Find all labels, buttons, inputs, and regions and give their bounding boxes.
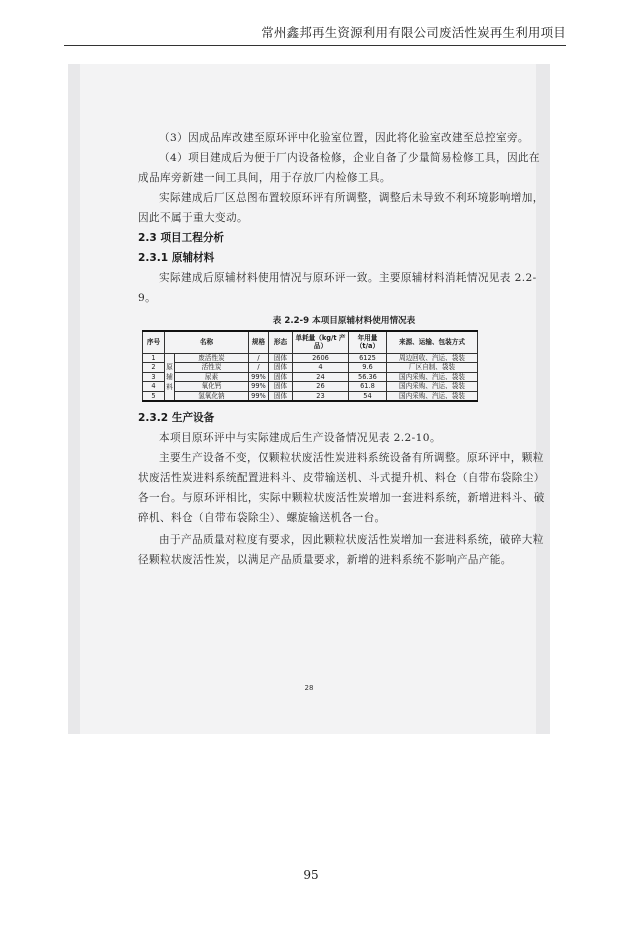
col-source: 来源、运输、包装方式 — [386, 331, 477, 353]
scanned-page — [68, 64, 550, 734]
table-row — [143, 372, 478, 382]
paragraph-materials-intro: 实际建成后原辅材料使用情况与原环评一致。主要原辅材料消耗情况见表 2.2-9。 — [138, 272, 537, 304]
col-name: 名称 — [165, 331, 249, 353]
paragraph-layout-adjustment: 实际建成后厂区总图布置较原环评有所调整，调整后未导致不利环境影响增加，因此不属于重大变动。 — [138, 192, 544, 224]
cell-spec: 99% — [248, 391, 268, 401]
cell-source: 国内采购、汽运、袋装 — [386, 382, 477, 392]
paragraph-equipment-intro: 本项目原环评中与实际建成后生产设备情况见表 2.2-10。 — [159, 431, 441, 444]
cell-annual: 6125 — [348, 353, 386, 363]
cell-unit-use: 2606 — [292, 353, 348, 363]
section-heading-2-3: 2.3 项目工程分析 — [138, 232, 225, 244]
cell-seq: 3 — [143, 372, 165, 382]
col-seq: 序号 — [143, 331, 165, 353]
col-unit-use: 单耗量（kg/t 产品） — [292, 331, 348, 353]
col-spec: 规格 — [248, 331, 268, 353]
header-title: 常州鑫邦再生资源利用有限公司废活性炭再生利用项目 — [261, 25, 566, 40]
cell-source: 厂区自制、袋装 — [386, 363, 477, 373]
cell-source: 国内采购、汽运、袋装 — [386, 372, 477, 382]
materials-table — [142, 330, 478, 402]
page-number: 95 — [303, 868, 319, 882]
table-row — [143, 391, 478, 401]
cell-source: 国内采购、汽运、袋装 — [386, 391, 477, 401]
paragraph-lab-relocation: （3）因成品库改建至原环评中化验室位置，因此将化验室改建至总控室旁。 — [159, 132, 529, 144]
cell-annual: 9.6 — [348, 363, 386, 373]
cell-form: 固体 — [268, 382, 292, 392]
cell-form: 固体 — [268, 372, 292, 382]
cell-spec: / — [248, 363, 268, 373]
cell-unit-use: 26 — [292, 382, 348, 392]
cell-name: 活性炭 — [175, 363, 249, 373]
table-row — [143, 353, 478, 363]
cell-annual: 56.36 — [348, 372, 386, 382]
cell-form: 固体 — [268, 363, 292, 373]
cell-annual: 61.8 — [348, 382, 386, 392]
cell-group-label: 原辅料 — [165, 353, 175, 401]
table-row — [143, 363, 478, 373]
section-heading-2-3-1: 2.3.1 原辅材料 — [138, 252, 215, 264]
cell-seq: 2 — [143, 363, 165, 373]
paragraph-feed-system: 由于产品质量对粒度有要求，因此颗粒状废活性炭增加一套进料系统，破碎大粒径颗粒状废活性炭，以满足产品质量要求，新增的进料系统不影响产品产能。 — [138, 533, 544, 566]
cell-form: 固体 — [268, 391, 292, 401]
col-form: 形态 — [268, 331, 292, 353]
cell-seq: 5 — [143, 391, 165, 401]
cell-spec: / — [248, 353, 268, 363]
table-row — [143, 382, 478, 392]
cell-annual: 54 — [348, 391, 386, 401]
cell-name: 氧化钙 — [175, 382, 249, 392]
cell-name: 尿素 — [175, 372, 249, 382]
paragraph-equipment-changes: 主要生产设备不变，仅颗粒状废活性炭进料系统设备有所调整。原环评中，颗粒状废活性炭进料系统配置进料斗、皮带输送机、斗式提升机、料仓（自带布袋除尘）各一台。与原环评相比，实际中颗粒状废活性炭增加一套进料系统，新增进料斗、破碎机、料仓（自带布袋除尘）、螺旋输送机各一台。 — [138, 451, 545, 524]
table-title: 表 2.2-9 本项目原辅材料使用情况表 — [272, 316, 416, 326]
cell-unit-use: 23 — [292, 391, 348, 401]
section-heading-2-3-2: 2.3.2 生产设备 — [138, 411, 215, 424]
cell-unit-use: 24 — [292, 372, 348, 382]
cell-name: 氢氧化钠 — [175, 391, 249, 401]
cell-source: 周边回收、汽运、袋装 — [386, 353, 477, 363]
cell-seq: 4 — [143, 382, 165, 392]
cell-name: 废活性炭 — [175, 353, 249, 363]
paragraph-tool-room: （4）项目建成后为便于厂内设备检修，企业自备了少量简易检修工具，因此在成品库旁新建一间工具间，用于存放厂内检修工具。 — [138, 152, 540, 184]
cell-unit-use: 4 — [292, 363, 348, 373]
table-header-row — [143, 331, 478, 353]
col-annual: 年用量（t/a） — [348, 331, 386, 353]
inner-page-number: 28 — [304, 684, 314, 692]
cell-seq: 1 — [143, 353, 165, 363]
page-header — [64, 6, 566, 46]
cell-form: 固体 — [268, 353, 292, 363]
cell-spec: 99% — [248, 382, 268, 392]
cell-spec: 99% — [248, 372, 268, 382]
scanned-page-content — [138, 128, 550, 570]
